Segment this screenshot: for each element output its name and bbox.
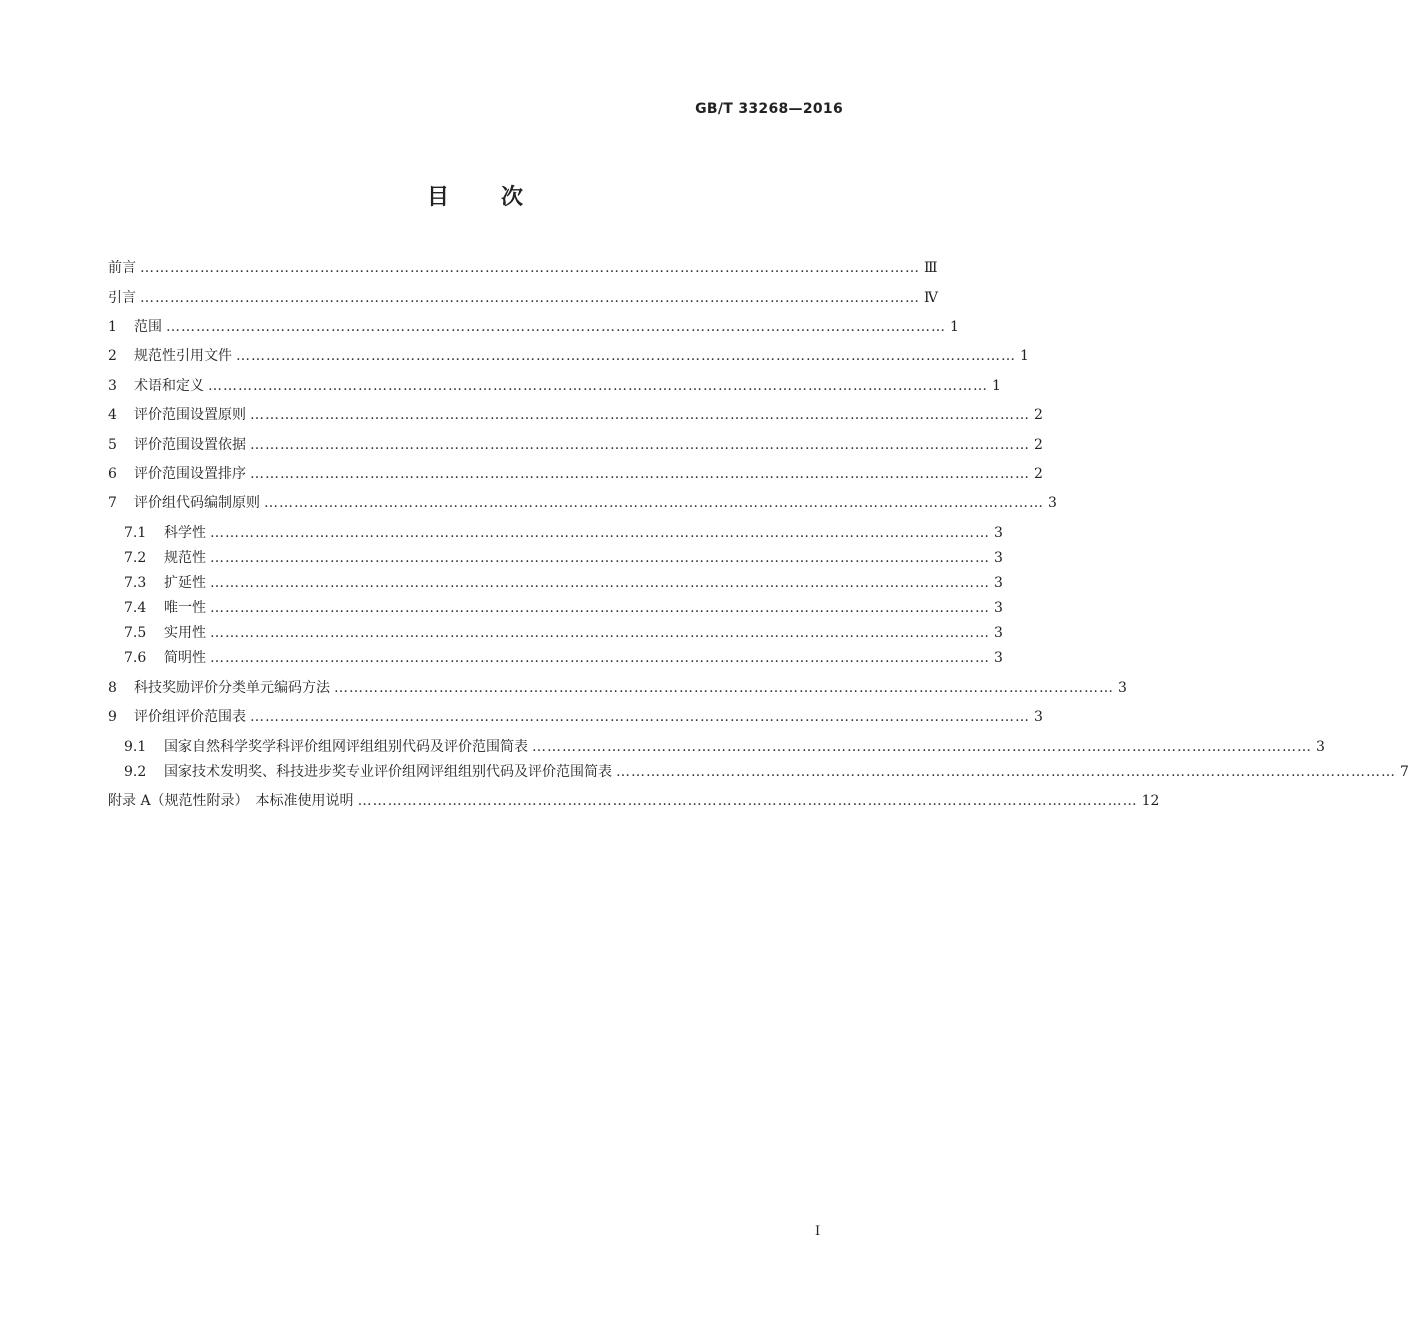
toc-entry-7-5[interactable]: [124, 623, 1003, 643]
toc-entry-title: 评价范围设置排序: [134, 466, 246, 482]
toc-entry-title: 范围: [134, 319, 162, 335]
toc-entry-7[interactable]: [108, 493, 1057, 513]
leader-dots: …………………………………………………………………………………………………………………………………………: [357, 793, 1138, 809]
toc-entry-number: 3: [108, 378, 117, 394]
toc-entry-number: 9: [108, 709, 117, 725]
leader-dots: …………………………………………………………………………………………………………………………………………: [264, 495, 1044, 511]
toc-entry-number: 7.1: [124, 525, 147, 541]
toc-entry-8[interactable]: [108, 678, 1127, 698]
leader-dots: …………………………………………………………………………………………………………………………………………: [236, 348, 1016, 364]
toc-entry-page: Ⅳ: [924, 290, 938, 306]
toc-entry-number: 7: [108, 495, 117, 511]
toc-entry-number: 7.6: [124, 650, 147, 666]
toc-entry-number: 6: [108, 466, 117, 482]
toc-entry-title: 评价组代码编制原则: [134, 495, 260, 511]
toc-entry-page: 3: [994, 575, 1003, 591]
toc-heading: [0, 180, 950, 211]
toc-entry-number: 7.2: [124, 550, 147, 566]
leader-dots: …………………………………………………………………………………………………………………………………………: [140, 260, 920, 276]
toc-entry-title: 规范性引用文件: [134, 348, 232, 364]
toc-entry-page: 3: [994, 625, 1003, 641]
toc-entry-page: 12: [1141, 793, 1160, 809]
toc-entry-title: 国家技术发明奖、科技进步奖专业评价组网评组组别代码及评价范围简表: [164, 764, 612, 780]
toc-entry-number: 7.4: [124, 600, 147, 616]
toc-entry-3[interactable]: [108, 376, 1001, 396]
toc-entry-foreword[interactable]: [108, 258, 938, 278]
toc-entry-number: 5: [108, 437, 117, 453]
toc-entry-number: 9.1: [124, 739, 147, 755]
toc-entry-7-4[interactable]: [124, 598, 1003, 618]
leader-dots: …………………………………………………………………………………………………………………………………………: [166, 319, 946, 335]
toc-entry-title: 术语和定义: [134, 378, 204, 394]
leader-dots: …………………………………………………………………………………………………………………………………………: [532, 739, 1312, 755]
toc-entry-page: 3: [1316, 739, 1325, 755]
toc-entry-1[interactable]: [108, 317, 959, 337]
leader-dots: …………………………………………………………………………………………………………………………………………: [334, 680, 1114, 696]
toc-entry-number: 2: [108, 348, 117, 364]
toc-entry-title: 扩延性: [164, 575, 206, 591]
toc-entry-2[interactable]: [108, 346, 1029, 366]
toc-entry-number: 9.2: [124, 764, 147, 780]
toc-entry-page: 3: [1048, 495, 1057, 511]
toc-entry-7-2[interactable]: [124, 548, 1003, 568]
toc-entry-7-6[interactable]: [124, 648, 1003, 668]
leader-dots: …………………………………………………………………………………………………………………………………………: [208, 378, 988, 394]
toc-entry-title: 评价范围设置依据: [134, 437, 246, 453]
toc-heading-char-2: 次: [501, 184, 524, 210]
toc-entry-page: 2: [1034, 466, 1043, 482]
toc-entry-appendix-a[interactable]: [108, 791, 1160, 811]
leader-dots: …………………………………………………………………………………………………………………………………………: [210, 525, 990, 541]
toc-entry-title: 科技奖励评价分类单元编码方法: [134, 680, 330, 696]
toc-entry-page: 2: [1034, 407, 1043, 423]
toc-entry-title: 科学性: [164, 525, 206, 541]
toc-entry-7-1[interactable]: [124, 523, 1003, 543]
toc-entry-title: 国家自然科学奖学科评价组网评组组别代码及评价范围简表: [164, 739, 528, 755]
toc-entry-9[interactable]: [108, 707, 1043, 727]
toc-entry-number: 4: [108, 407, 117, 423]
toc-entry-number: 1: [108, 319, 117, 335]
page-number: Ⅰ: [815, 1224, 821, 1239]
toc-entry-9-1[interactable]: [124, 737, 1325, 757]
toc-entry-page: Ⅲ: [924, 260, 938, 276]
toc-entry-page: 3: [994, 600, 1003, 616]
leader-dots: …………………………………………………………………………………………………………………………………………: [210, 550, 990, 566]
toc-entry-introduction[interactable]: [108, 288, 938, 308]
toc-entry-page: 3: [994, 525, 1003, 541]
leader-dots: …………………………………………………………………………………………………………………………………………: [616, 764, 1396, 780]
toc-entry-page: 3: [994, 650, 1003, 666]
leader-dots: …………………………………………………………………………………………………………………………………………: [250, 407, 1030, 423]
leader-dots: …………………………………………………………………………………………………………………………………………: [250, 437, 1030, 453]
leader-dots: …………………………………………………………………………………………………………………………………………: [250, 709, 1030, 725]
toc-entry-page: 3: [994, 550, 1003, 566]
toc-entry-title: 前言: [108, 260, 136, 276]
leader-dots: …………………………………………………………………………………………………………………………………………: [140, 290, 920, 306]
leader-dots: …………………………………………………………………………………………………………………………………………: [210, 625, 990, 641]
leader-dots: …………………………………………………………………………………………………………………………………………: [210, 650, 990, 666]
toc-entry-number: 7.3: [124, 575, 147, 591]
toc-entry-page: 1: [1020, 348, 1029, 364]
toc-entry-page: 7: [1400, 764, 1409, 780]
leader-dots: …………………………………………………………………………………………………………………………………………: [250, 466, 1030, 482]
toc-entry-title: 唯一性: [164, 600, 206, 616]
toc-entry-title: 简明性: [164, 650, 206, 666]
toc-entry-7-3[interactable]: [124, 573, 1003, 593]
toc-entry-title: 引言: [108, 290, 136, 306]
toc-entry-5[interactable]: [108, 435, 1043, 455]
toc-entry-page: 3: [1034, 709, 1043, 725]
toc-entry-title: 评价组评价范围表: [134, 709, 246, 725]
toc-entry-page: 1: [992, 378, 1001, 394]
standard-code: GB/T 33268—2016: [695, 101, 843, 117]
toc-entry-title: 实用性: [164, 625, 206, 641]
toc-entry-4[interactable]: [108, 405, 1043, 425]
toc-entry-9-2[interactable]: [124, 762, 1409, 782]
toc-entry-title: 附录 A（规范性附录） 本标准使用说明: [108, 793, 354, 809]
toc-entry-6[interactable]: [108, 464, 1043, 484]
toc-entry-title: 规范性: [164, 550, 206, 566]
leader-dots: …………………………………………………………………………………………………………………………………………: [210, 600, 990, 616]
leader-dots: …………………………………………………………………………………………………………………………………………: [210, 575, 990, 591]
toc-heading-char-1: 目: [426, 184, 449, 210]
toc-entry-number: 8: [108, 680, 117, 696]
toc-entry-number: 7.5: [124, 625, 147, 641]
toc-entry-page: 2: [1034, 437, 1043, 453]
toc-entry-title: 评价范围设置原则: [134, 407, 246, 423]
toc-entry-page: 1: [950, 319, 959, 335]
toc-entry-page: 3: [1118, 680, 1127, 696]
